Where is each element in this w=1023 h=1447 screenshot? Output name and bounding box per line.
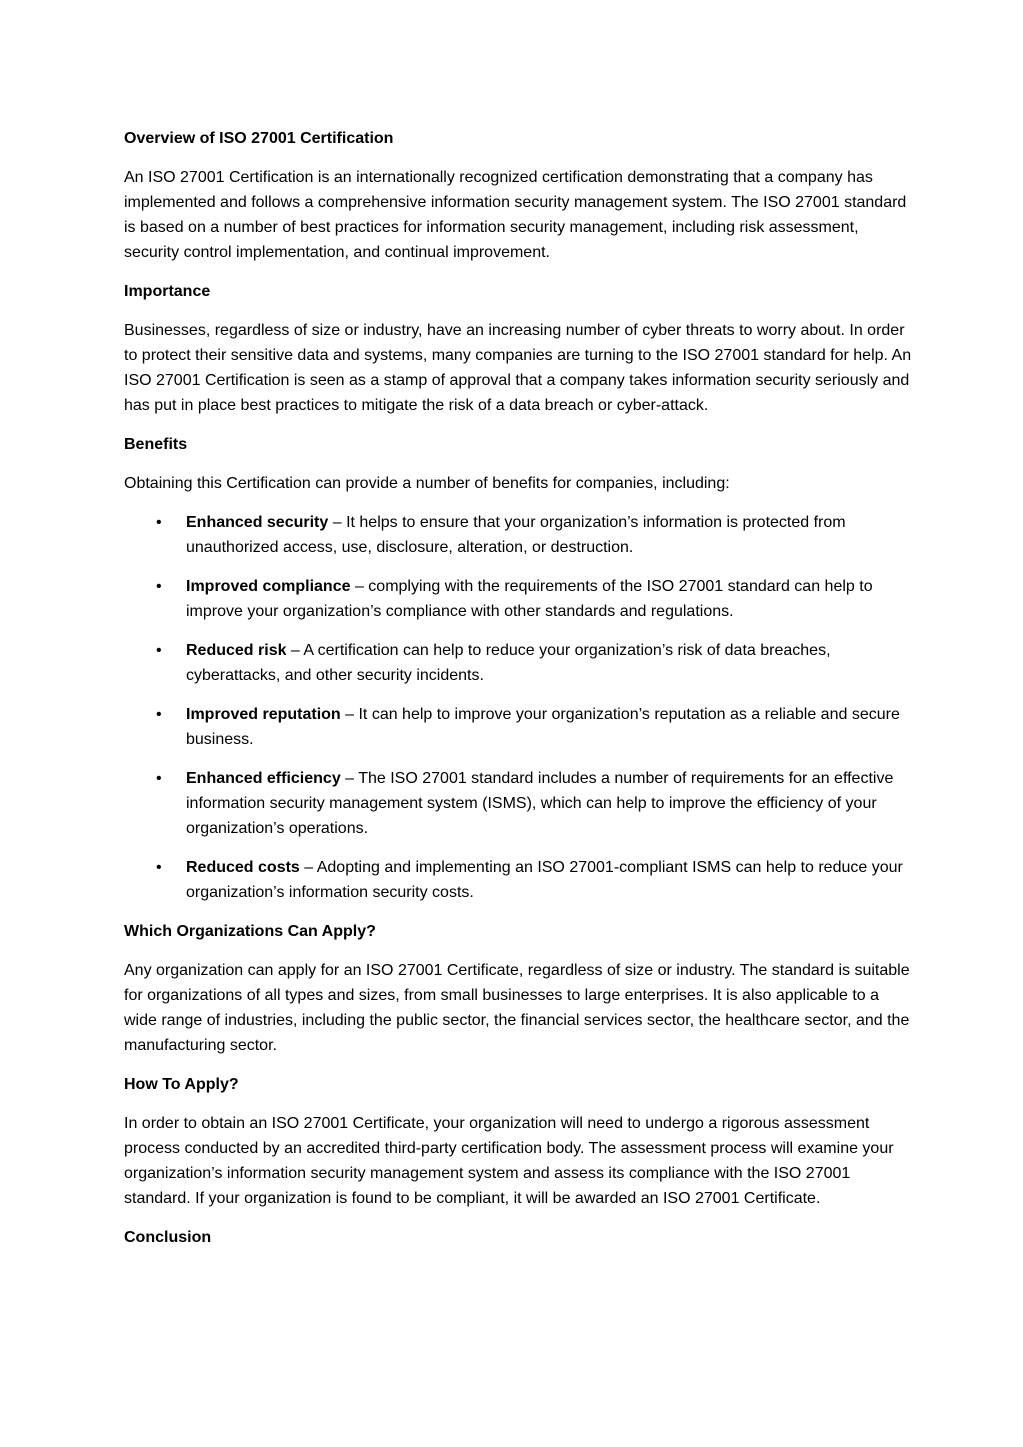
benefit-text: – Adopting and implementing an ISO 27001-compliant ISMS can help to reduce your organization’s information security costs. [186,859,903,901]
benefit-term: Improved compliance [186,578,351,595]
benefit-term: Reduced risk [186,642,287,659]
how-to-apply-paragraph: In order to obtain an ISO 27001 Certificate, your organization will need to undergo a rigorous assessment process conducted by an accredited third-party certification body. The assessment process will examine your organization’s information security management system and assess its compliance with the ISO 27001 standard. If your organization is found to be compliant, it will be awarded an ISO 27001 Certificate. [124,1115,894,1207]
bullet-icon: • [156,642,162,659]
list-item [124,638,914,688]
who-can-apply-heading: Which Organizations Can Apply? [124,923,376,940]
who-can-apply-paragraph: Any organization can apply for an ISO 27001 Certificate, regardless of size or industry. The standard is suitable for organizations of all types and sizes, from small businesses to large enterprises. It is also applicable to a wide range of industries, including the public sector, the financial services sector, the healthcare sector, and the manufacturing sector. [124,962,910,1054]
benefit-text: – The ISO 27001 standard includes a number of requirements for an effective information security management system (ISMS), which can help to improve the efficiency of your organization’s operations. [186,770,894,837]
bullet-icon: • [156,706,162,723]
importance-paragraph: Businesses, regardless of size or industry, have an increasing number of cyber threats to worry about. In order to protect their sensitive data and systems, many companies are turning to the ISO 27001 standard for help. An ISO 27001 Certification is seen as a stamp of approval that a company takes information security seriously and has put in place best practices to mitigate the risk of a data breach or cyber-attack. [124,322,912,414]
document-page [124,126,914,1264]
overview-paragraph: An ISO 27001 Certification is an internationally recognized certification demonstrating that a company has implemented and follows a comprehensive information security management system. The ISO 27001 standard is based on a number of best practices for information security management, including risk assessment, security control implementation, and continual improvement. [124,169,907,261]
benefit-text: – A certification can help to reduce your organization’s risk of data breaches, cyberattacks, and other security incidents. [186,642,831,684]
benefit-term: Enhanced security [186,514,329,531]
benefit-term: Improved reputation [186,706,341,723]
list-item [124,855,914,905]
bullet-icon: • [156,514,162,531]
benefits-list [124,510,914,905]
importance-heading: Importance [124,283,211,300]
list-item [124,766,914,841]
how-to-apply-heading: How To Apply? [124,1076,239,1093]
list-item [124,574,914,624]
benefits-intro: Obtaining this Certification can provide a number of benefits for companies, including: [124,475,730,492]
bullet-icon: • [156,770,162,787]
benefits-heading: Benefits [124,436,188,453]
list-item [124,510,914,560]
bullet-icon: • [156,859,162,876]
benefit-term: Enhanced efficiency [186,770,341,787]
bullet-icon: • [156,578,162,595]
benefit-term: Reduced costs [186,859,300,876]
benefit-text: – It helps to ensure that your organization’s information is protected from unauthorized access, use, disclosure, alteration, or destruction. [186,514,846,556]
overview-heading: Overview of ISO 27001 Certification [124,130,394,147]
benefit-text: – It can help to improve your organization’s reputation as a reliable and secure business. [186,706,900,748]
benefit-text: – complying with the requirements of the ISO 27001 standard can help to improve your organization’s compliance with other standards and regulations. [186,578,873,620]
list-item [124,702,914,752]
conclusion-heading: Conclusion [124,1229,212,1246]
